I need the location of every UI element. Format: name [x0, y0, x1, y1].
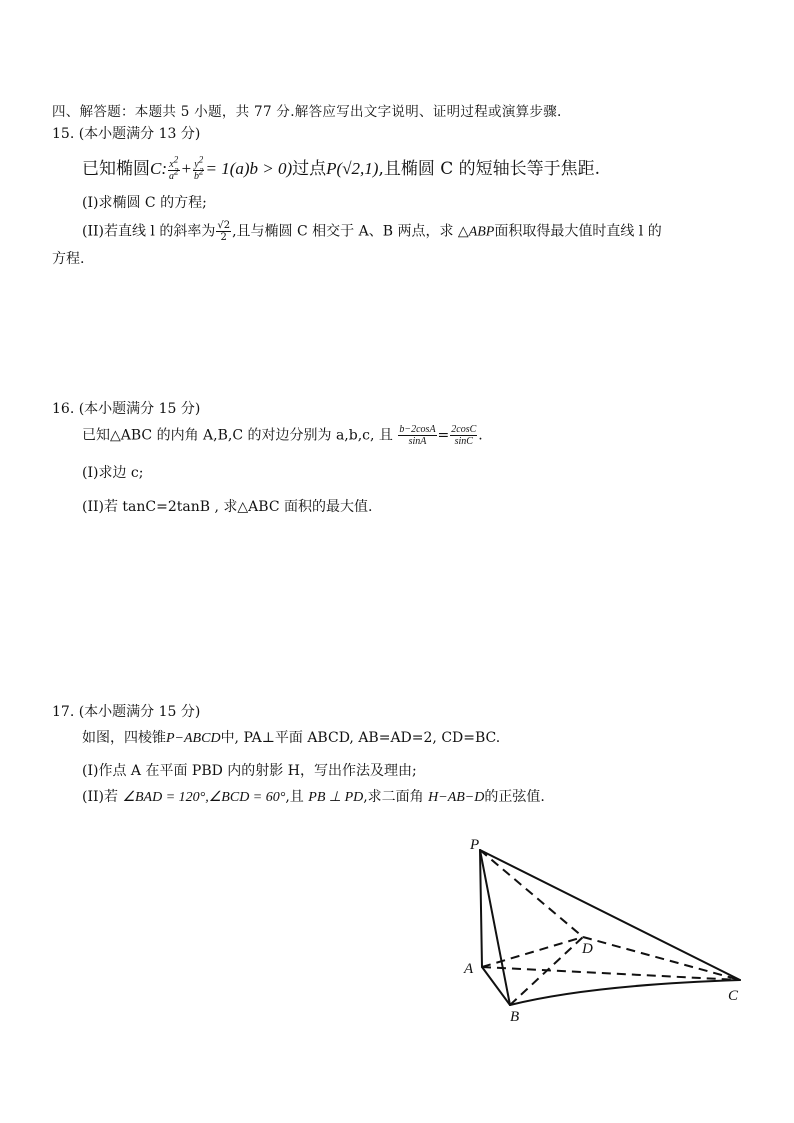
q17-stem-a: 如图，四棱锥: [82, 730, 166, 746]
label-D: D: [582, 941, 593, 957]
ellipse-equation: C: $\frac{x^2}{a^2}$ + $\frac{y^2}{b^2}$ = 1(a)b > 0): [150, 154, 293, 182]
label-P: P: [470, 837, 480, 853]
q16-fraction-left: $\frac{b-2\cos A}{\sin A}$: [399, 424, 436, 447]
q17-part2-c: ,求二面角: [363, 789, 424, 805]
q17-part2-a: (II)若: [82, 789, 118, 805]
q17-part2-b: ,且: [285, 789, 304, 805]
label-B: B: [510, 1009, 520, 1025]
edge-PB: [480, 850, 510, 1005]
q15-point: P(√2,1): [326, 159, 379, 178]
q16-fraction-right: $\frac{2\cos C}{\sin C}$: [451, 424, 477, 447]
q15-part2-end: 方程.: [52, 251, 85, 267]
q15-triangle: ABP: [468, 224, 495, 240]
q17-perp-condition: PB ⊥ PD: [308, 790, 364, 805]
section-header: 四、解答题：本题共 5 小题，共 77 分.解答应写出文字说明、证明过程或演算步骤.: [52, 104, 562, 120]
q16-part2: (II)若 tanC=2tanB , 求△ABC 面积的最大值.: [82, 499, 373, 515]
q17-dihedral: H−AB−D: [428, 790, 485, 805]
q15-stem: [82, 154, 601, 182]
q16-part1: (I)求边 c;: [82, 465, 144, 481]
q15-stem-prefix: 已知椭圆: [82, 159, 150, 179]
q16-stem: 已知△ABC 的内角 A,B,C 的对边分别为 a,b,c, 且 $\frac{b-2\cos A}{\sin A}$ = $\frac{2\cos C}{\sin C}$ .: [82, 424, 483, 447]
slope-fraction: $\frac{√2}{2}$: [217, 220, 231, 243]
q17-header: 17. (本小题满分 15 分): [52, 704, 201, 720]
q17-part2-d: 的正弦值.: [484, 789, 545, 805]
edge-BC: [510, 980, 740, 1005]
q15-stem-condition: 过点: [292, 159, 327, 179]
q17-stem: [82, 729, 500, 748]
q17-stem-b: 中, PA⊥平面 ABCD, AB=AD=2, CD=BC.: [220, 730, 501, 746]
edge-PA: [480, 850, 482, 967]
edge-PC: [480, 850, 740, 980]
q15-part2-b: ,且与椭圆 C 相交于 A、B 两点，求 △: [232, 223, 469, 240]
q16-stem-a: 已知△ABC 的内角 A,B,C 的对边分别为 a,b,c, 且: [82, 427, 393, 444]
q16-header: 16. (本小题满分 15 分): [52, 401, 201, 417]
q17-angle-condition: ∠BAD = 120°,∠BCD = 60°: [122, 790, 286, 805]
q15-part2: [82, 220, 662, 243]
q15-part2-a: (II)若直线 l 的斜率为: [82, 223, 216, 240]
q15-header: 15. (本小题满分 13 分): [52, 126, 201, 142]
q15-part2-d: 面积取得最大值时直线 l 的: [494, 223, 662, 240]
q15-part1: (I)求椭圆 C 的方程;: [82, 195, 207, 211]
q17-pyramid: P−ABCD: [166, 731, 221, 746]
pyramid-figure: [440, 825, 760, 1025]
label-A: A: [464, 961, 474, 977]
label-C: C: [728, 988, 739, 1004]
q17-part2: [82, 788, 545, 807]
q17-part1: (I)作点 A 在平面 PBD 内的射影 H，写出作法及理由;: [82, 763, 417, 779]
q15-stem-suffix: ,且椭圆 C 的短轴长等于焦距.: [378, 159, 601, 179]
